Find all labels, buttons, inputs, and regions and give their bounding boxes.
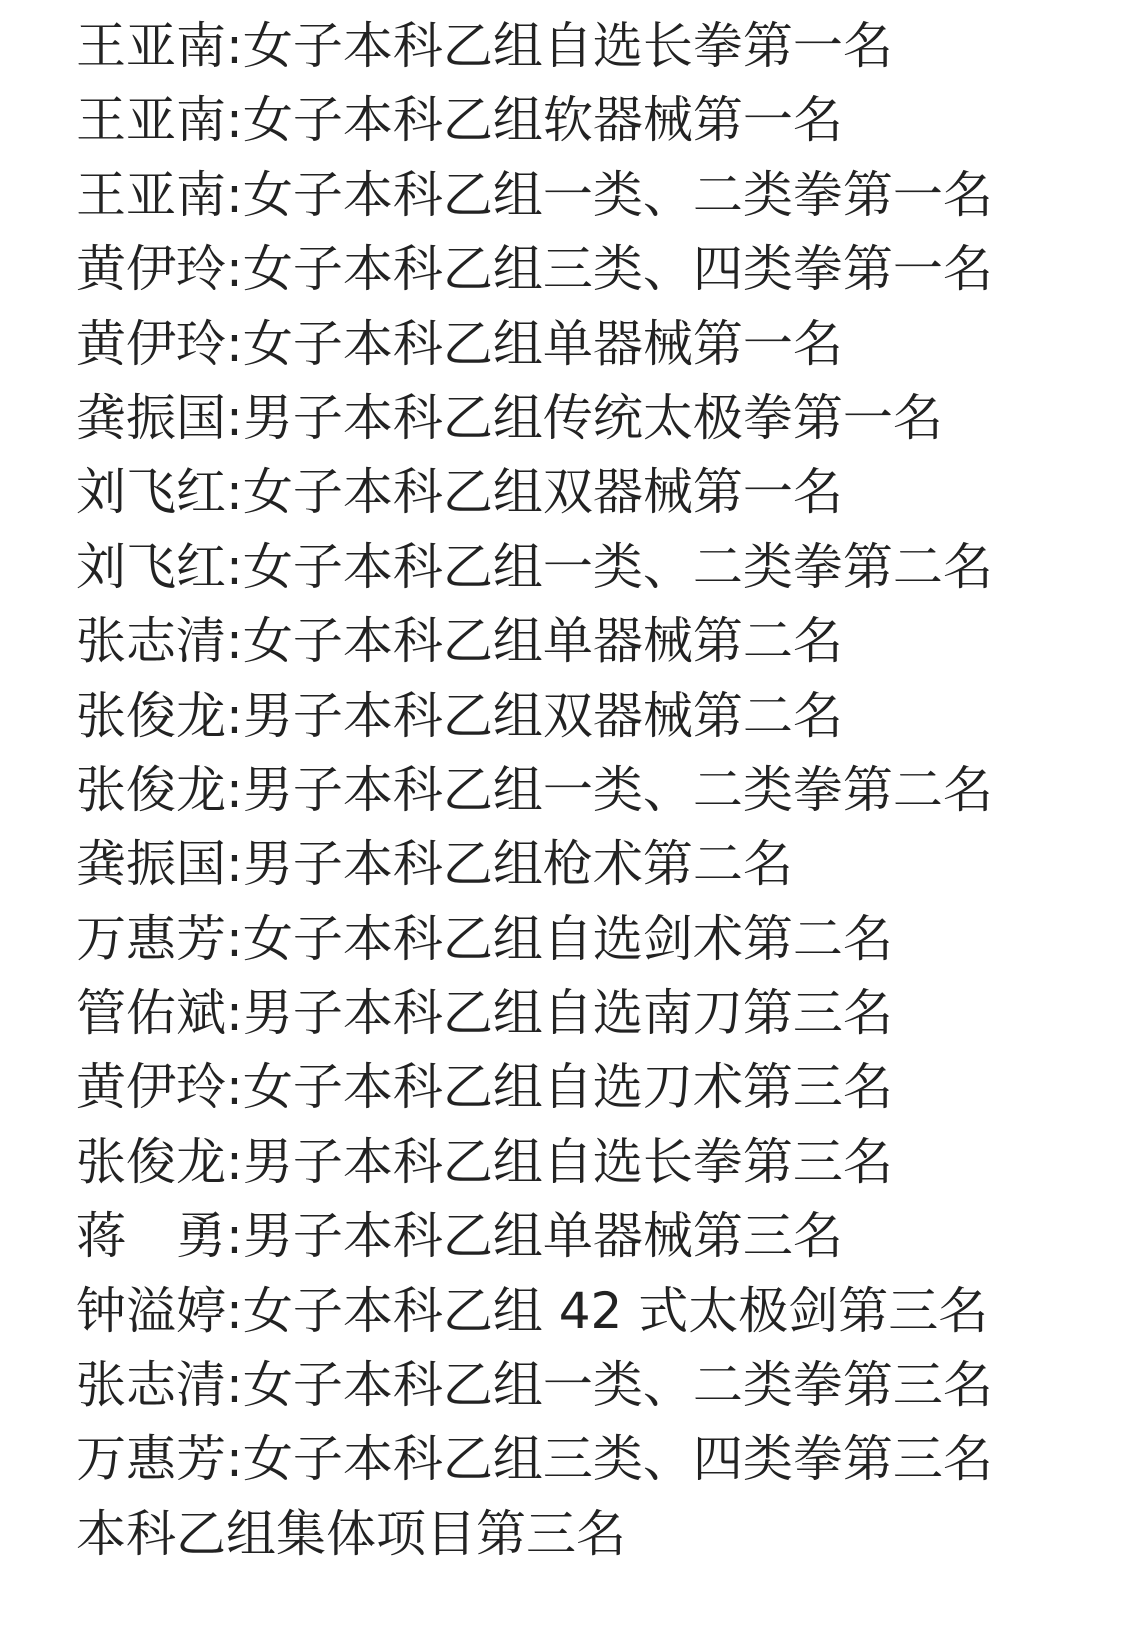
award-line: 黄伊玲:女子本科乙组自选刀术第三名 [76,1058,893,1117]
award-line: 张俊龙:男子本科乙组一类、二类拳第二名 [76,760,993,819]
award-line: 黄伊玲:女子本科乙组三类、四类拳第一名 [76,240,993,299]
award-line: 龚振国:男子本科乙组枪术第二名 [76,835,793,894]
award-line: 黄伊玲:女子本科乙组单器械第一名 [76,314,843,373]
award-line: 龚振国:男子本科乙组传统太极拳第一名 [76,388,943,447]
award-line: 万惠芳:女子本科乙组三类、四类拳第三名 [76,1430,993,1489]
award-line: 刘飞红:女子本科乙组一类、二类拳第二名 [76,537,993,596]
award-line: 钟溢婷:女子本科乙组 42 式太极剑第三名 [76,1281,989,1340]
award-line: 刘飞红:女子本科乙组双器械第一名 [76,463,843,522]
award-line: 王亚南:女子本科乙组软器械第一名 [76,91,843,150]
award-line: 万惠芳:女子本科乙组自选剑术第二名 [76,909,893,968]
award-line: 张俊龙:男子本科乙组自选长拳第三名 [76,1132,893,1191]
award-list [76,16,993,1578]
award-line: 张志清:女子本科乙组单器械第二名 [76,612,843,671]
award-line: 本科乙组集体项目第三名 [76,1504,626,1563]
award-line: 王亚南:女子本科乙组一类、二类拳第一名 [76,165,993,224]
award-line: 张俊龙:男子本科乙组双器械第二名 [76,686,843,745]
award-line: 王亚南:女子本科乙组自选长拳第一名 [76,17,893,75]
award-line: 管佑斌:男子本科乙组自选南刀第三名 [76,984,893,1043]
award-line: 张志清:女子本科乙组一类、二类拳第三名 [76,1356,993,1415]
award-line: 蒋 勇:男子本科乙组单器械第三名 [76,1207,843,1266]
